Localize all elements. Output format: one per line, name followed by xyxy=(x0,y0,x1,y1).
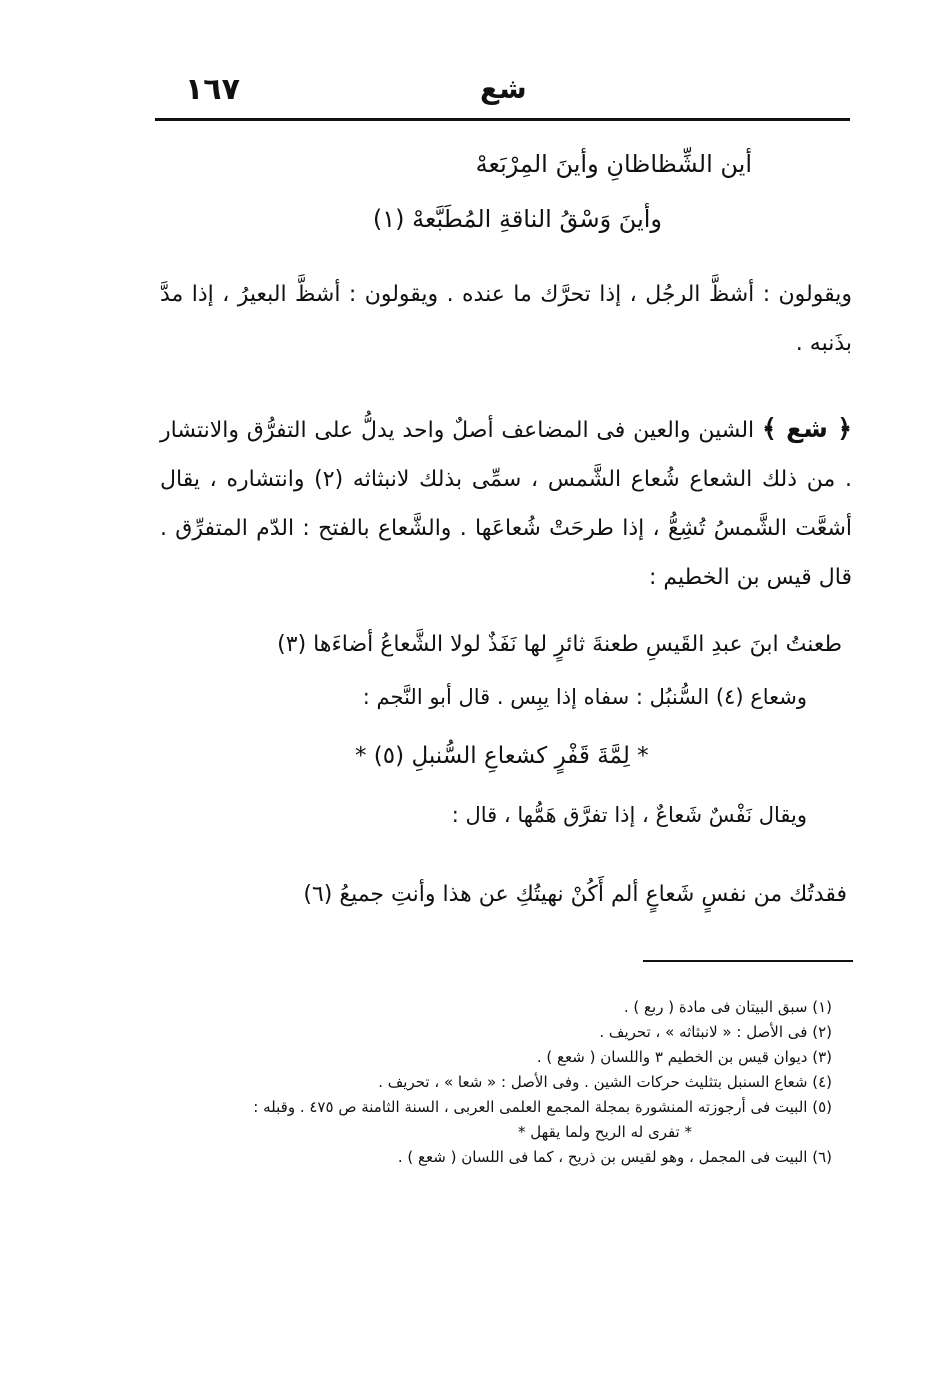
entry-text: الشين والعين فى المضاعف أصلٌ واحد يدلُّ على التفرُّق والانتشار . من ذلك الشعاع شُعاع الشَّمس ، سمِّى بذلك لانبثاثه (٢) وانتشاره ، يقال أشعَّت الشَّمسُ تُشِعُّ ، إذا طرحَتْ شُعاعَها . والشَّعاع بالفتح : الدّم المتفرِّق . قال قيس بن الخطيم : xyxy=(160,418,852,590)
entry-shaa xyxy=(160,404,852,602)
verse-line-2: وأينَ وَسْقُ الناقةِ المُطَبَّعهْ (١) xyxy=(372,205,662,233)
footnote-6: (٦) البيت فى المجمل ، وهو لقيس بن ذريح ، كما فى اللسان ( شعع ) . xyxy=(397,1148,832,1166)
running-head-root: شع xyxy=(480,72,527,105)
footnote-separator xyxy=(643,960,853,962)
footnotes xyxy=(160,995,832,1170)
poem-line-faqadtuki: فقدتُك من نفسٍ شَعاعٍ ألم أَكُنْ نهيتُكِ عن هذا وأنتِ جميعُ (٦) xyxy=(303,882,847,907)
footnote-4: (٤) شعاع السنبل بتثليث حركات الشين . وفى الأصل : « شعا » ، تحريف . xyxy=(378,1073,832,1091)
entry-root-mark: ﴿ شع ﴾ xyxy=(761,414,852,443)
footnote-5-verse: * تفرى له الريح ولما يقهل * xyxy=(518,1123,692,1141)
footnote-5: (٥) البيت فى أرجوزته المنشورة بمجلة المجمع العلمى العربى ، السنة الثامنة ص ٤٧٥ . وقبله : xyxy=(253,1098,832,1116)
poem-line-qays-ibn-al-khatim: طعنتُ ابنَ عبدِ القَيسِ طعنةَ ثائرٍ لها نَفَذٌ لولا الشَّعاعُ أضاءَها (٣) xyxy=(277,632,842,657)
footnote-2: (٢) فى الأصل : « لانبثاثه » ، تحريف . xyxy=(599,1023,832,1041)
text-nafs-shaa: ويقال نَفْسٌ شَعاعٌ ، إذا تفرَّق هَمُّها ، قال : xyxy=(451,803,807,827)
footnote-1: (١) سبق البيتان فى مادة ( ربع ) . xyxy=(623,998,832,1016)
page-number: ١٦٧ xyxy=(185,72,240,107)
page-header xyxy=(155,72,850,120)
verse-line-1: أين الشِّظاظانِ وأينَ المِرْبَعهْ xyxy=(475,150,752,178)
text-shuaa-sunbul: وشعاع (٤) السُّنبُل : سفاه إذا يبِس . قال أبو النَّجم : xyxy=(362,685,807,709)
paragraph-ashazza: ويقولون : أشظَّ الرجُل ، إذا تحرَّك ما عنده . ويقولون : أشظَّ البعيرُ ، إذا مدَّ بذَنبه . xyxy=(160,282,852,356)
footnote-3: (٣) ديوان قيس بن الخطيم ٣ واللسان ( شعع ) . xyxy=(536,1048,832,1066)
header-rule xyxy=(155,118,850,121)
rajaz-line-abu-al-najm: * لِمَّةَ قَفْرٍ كشعاعِ السُّنبلِ (٥) * xyxy=(355,743,649,769)
